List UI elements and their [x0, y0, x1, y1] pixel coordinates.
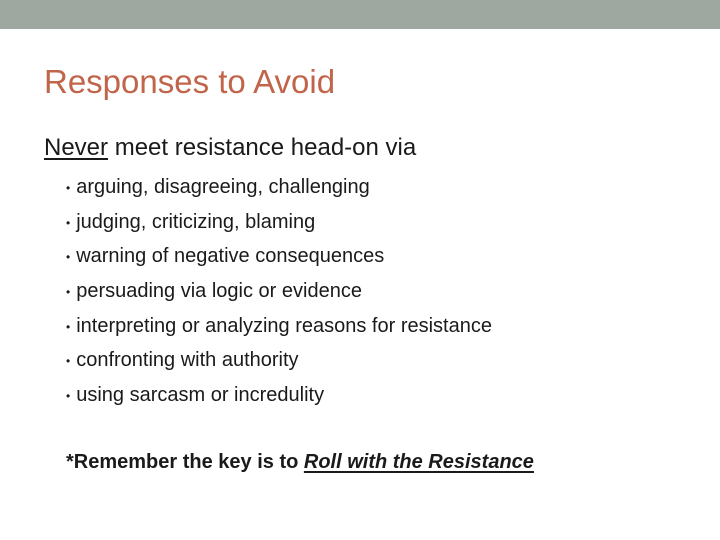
bullet-text: interpreting or analyzing reasons for resistance: [76, 314, 492, 337]
bullet-icon: •: [66, 388, 71, 403]
bullet-text: using sarcasm or incredulity: [76, 383, 325, 406]
bullet-item: [66, 308, 492, 343]
bullet-text: warning of negative consequences: [76, 245, 385, 268]
bullet-text: confronting with authority: [76, 349, 299, 372]
bullet-item: [66, 205, 492, 240]
bullet-icon: •: [66, 285, 71, 300]
lead-line: [44, 133, 416, 163]
lead-emphasis: Never: [44, 134, 109, 161]
bullet-item: [66, 378, 492, 413]
bullet-item: [66, 343, 492, 378]
bullet-list: [66, 170, 492, 412]
bullet-item: [66, 274, 492, 309]
top-band: [0, 0, 720, 29]
bullet-icon: •: [66, 319, 71, 334]
slide-title: Responses to Avoid: [44, 63, 336, 100]
bullet-text: arguing, disagreeing, challenging: [76, 176, 370, 199]
lead-text: meet resistance head-on via: [108, 134, 417, 161]
bullet-text: persuading via logic or evidence: [76, 280, 362, 303]
bullet-item: [66, 170, 492, 205]
bullet-item: [66, 239, 492, 274]
footnote: [66, 447, 534, 477]
bullet-icon: •: [66, 181, 71, 196]
bullet-text: judging, criticizing, blaming: [76, 210, 316, 233]
bullet-icon: •: [66, 354, 71, 369]
footnote-emphasis: Roll with the Resistance: [303, 451, 534, 473]
footnote-prefix: *Remember the key is to: [66, 451, 304, 473]
bullet-icon: •: [66, 250, 71, 265]
bullet-icon: •: [66, 215, 71, 230]
